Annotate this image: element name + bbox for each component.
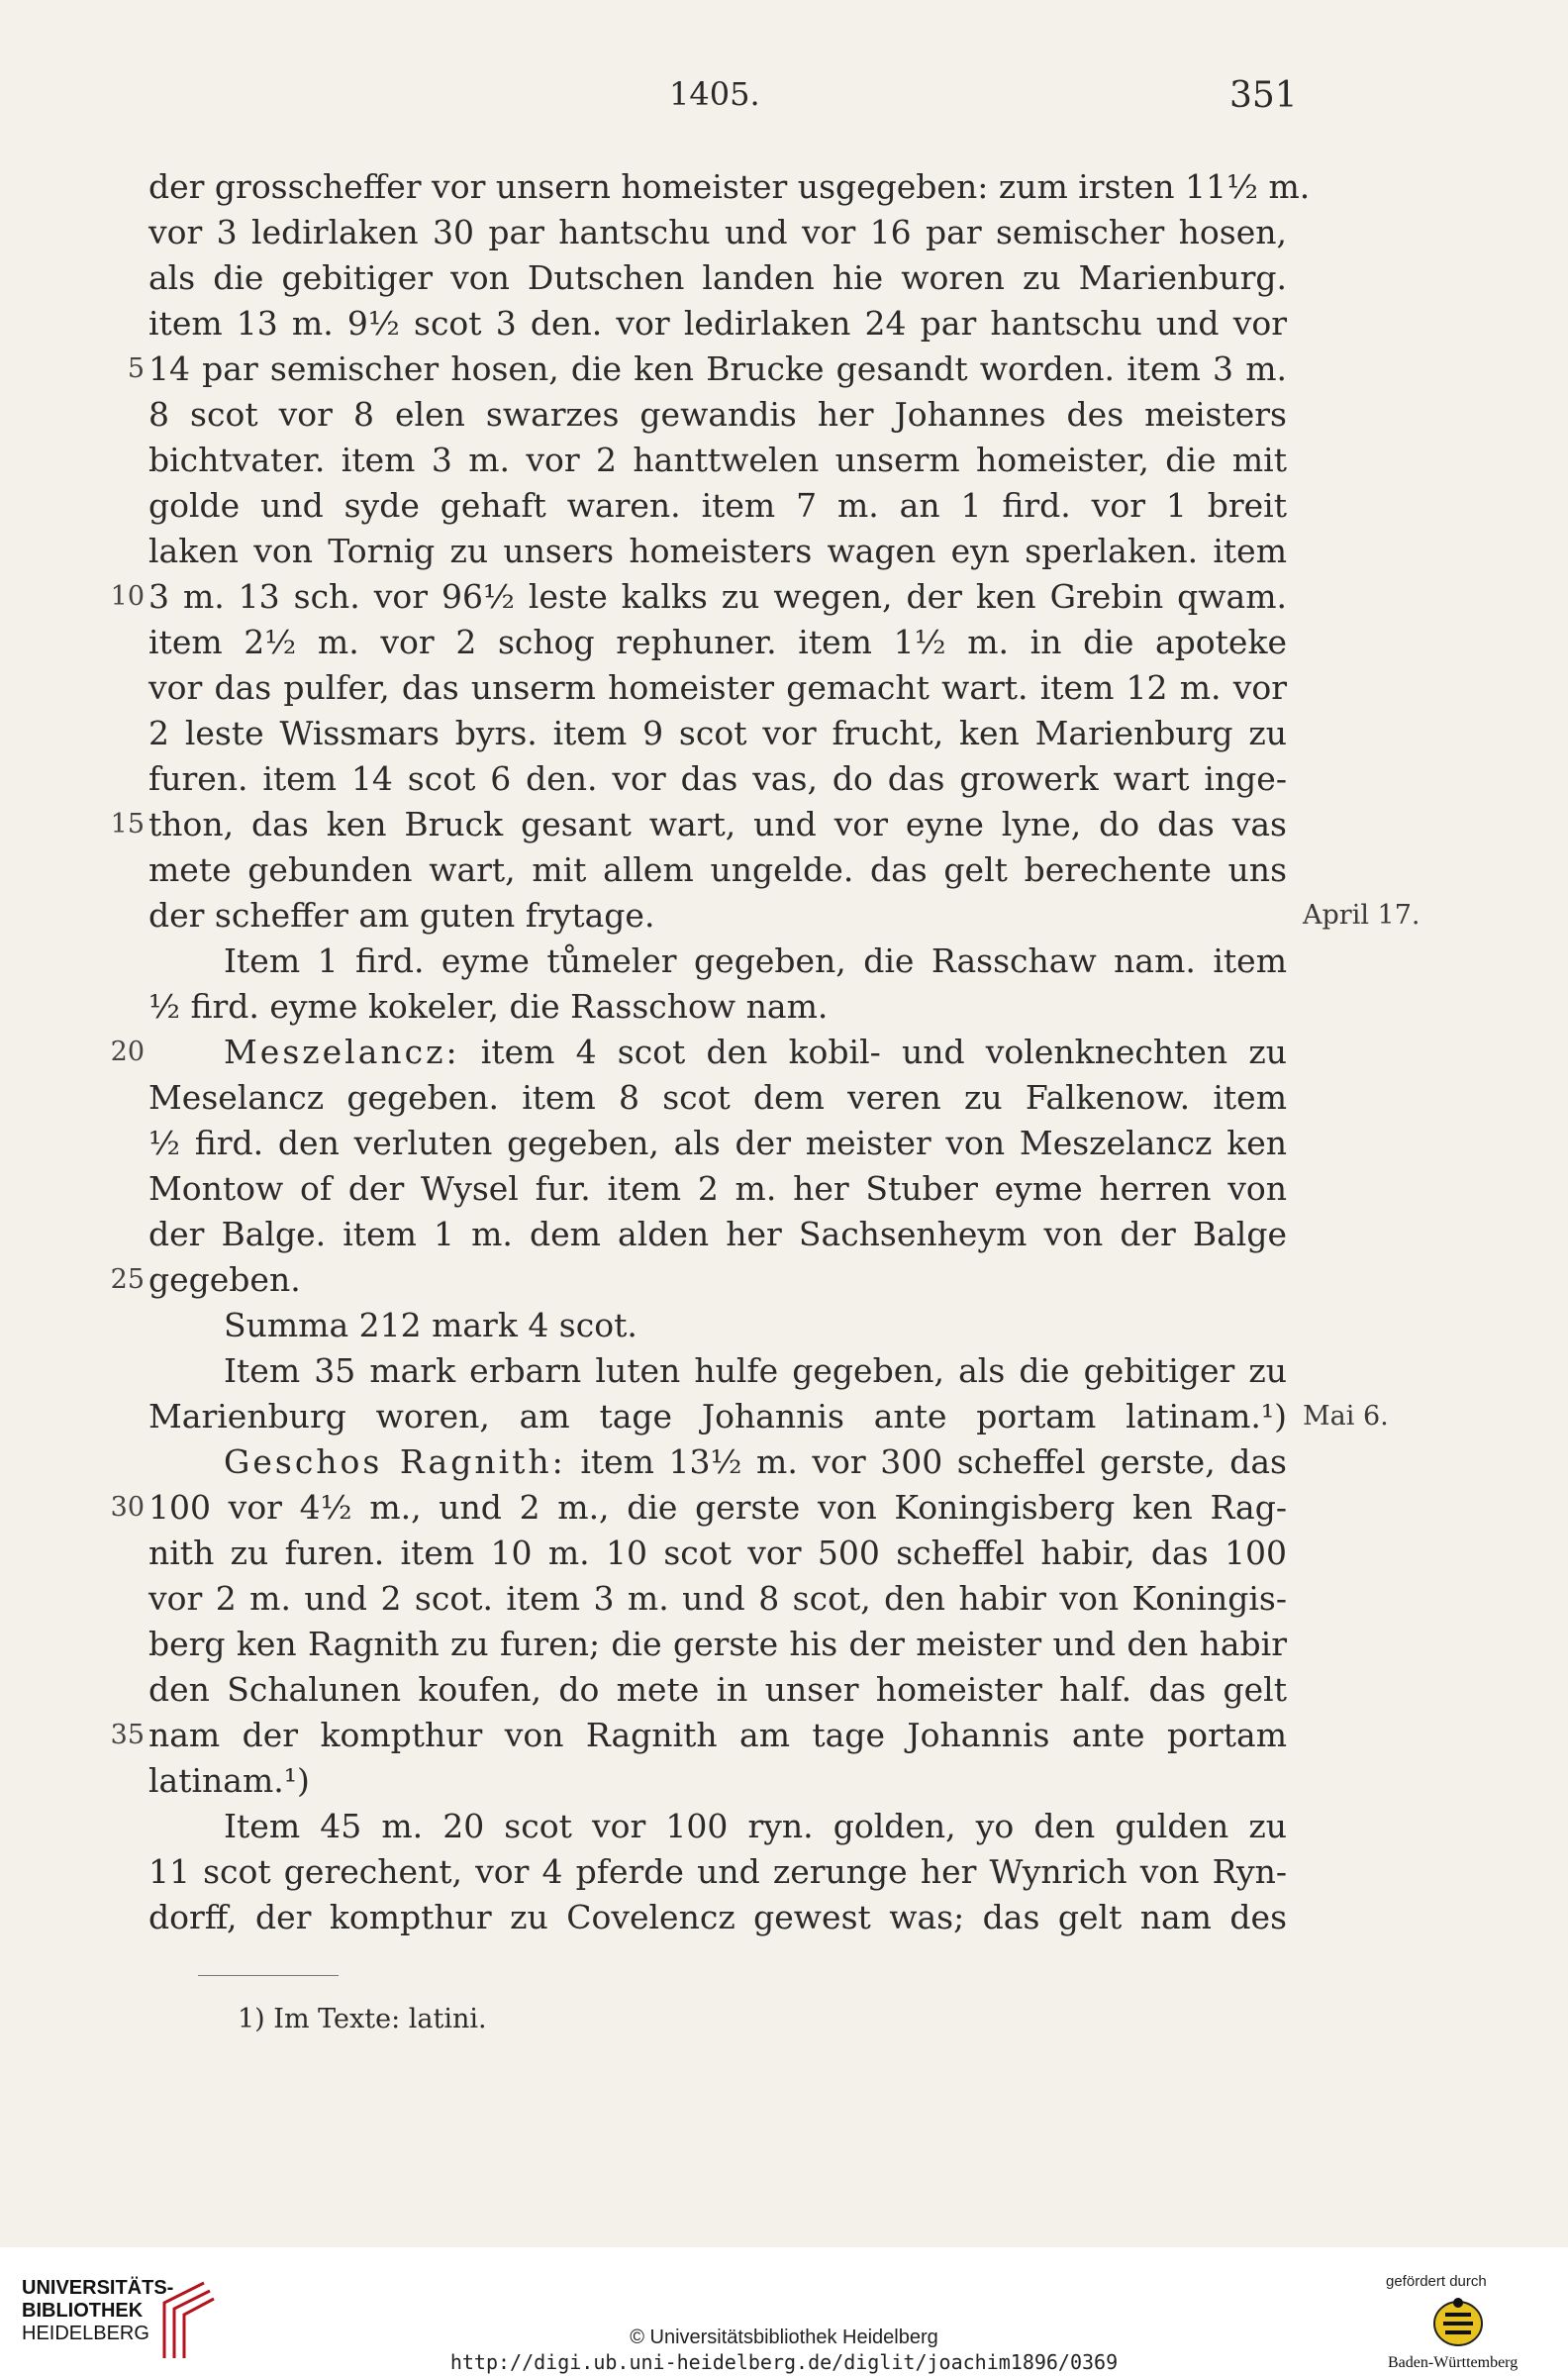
library-name-line3: HEIDELBERG [22, 2323, 149, 2344]
line-text: furen. item 14 scot 6 den. vor das vas, do das growerk wart inge- [148, 759, 1287, 798]
text-line [148, 847, 1287, 893]
text-line [110, 1713, 1287, 1758]
text-line [148, 984, 1287, 1030]
line-text: item 13 m. 9½ scot 3 den. vor ledirlaken 24 par hantschu und vor [148, 304, 1287, 343]
text-line [148, 1439, 1287, 1485]
coat-of-arms-icon [1431, 2297, 1485, 2348]
text-line [148, 1804, 1287, 1849]
page-number: 351 [1229, 75, 1298, 116]
line-text: gegeben. [148, 1260, 301, 1299]
footnote-rule [198, 1975, 339, 1976]
text-line [110, 1485, 1287, 1531]
funded-by-label: gefördert durch [1386, 2273, 1487, 2290]
line-text: vor 2 m. und 2 scot. item 3 m. und 8 scot, den habir von Koningis- [148, 1579, 1287, 1618]
line-number: 25 [110, 1264, 145, 1295]
line-text: Montow of der Wysel fur. item 2 m. her Stuber eyme herren von [148, 1169, 1287, 1208]
line-text: 14 par semischer hosen, die ken Brucke gesandt worden. item 3 m. [148, 349, 1287, 388]
line-text: golde und syde gehaft waren. item 7 m. an 1 fird. vor 1 breit [148, 486, 1287, 525]
line-text: ½ fird. eyme kokeler, die Rasschow nam. [148, 987, 829, 1026]
text-line [148, 1348, 1287, 1394]
text-line [148, 1212, 1287, 1257]
line-text-rest: item 13½ m. vor 300 scheffel gerste, das [565, 1442, 1287, 1481]
line-text: 2 leste Wissmars byrs. item 9 scot vor frucht, ken Marienburg zu [148, 714, 1287, 752]
text-line [110, 574, 1287, 620]
line-number: 35 [110, 1720, 145, 1750]
text-line [148, 1758, 1287, 1804]
line-number: 20 [110, 1037, 145, 1067]
line-text: Item 45 m. 20 scot vor 100 ryn. golden, yo den gulden zu [224, 1807, 1287, 1845]
text-line [148, 1576, 1287, 1622]
text-line [148, 438, 1287, 483]
permalink-url[interactable]: http://digi.ub.uni-heidelberg.de/diglit/joachim1896/0369 [449, 2350, 1119, 2374]
text-line [148, 1895, 1287, 1940]
text-line [148, 1394, 1389, 1439]
text-line [148, 1849, 1287, 1895]
line-text: nam der kompthur von Ragnith am tage Johannis ante portam [148, 1716, 1287, 1754]
line-text: ½ fird. den verluten gegeben, als der meister von Meszelancz ken [148, 1124, 1287, 1162]
line-text: dorff, der kompthur zu Covelencz gewest was; das gelt nam des [148, 1898, 1287, 1936]
line-text: vor das pulfer, das unserm homeister gemacht wart. item 12 m. vor [148, 668, 1287, 707]
header-year: 1405. [669, 75, 760, 113]
line-text: berg ken Ragnith zu furen; die gerste his der meister und den habir [148, 1625, 1287, 1663]
text-line [148, 1667, 1287, 1713]
text-line [148, 1075, 1287, 1121]
line-number: 10 [110, 581, 145, 612]
line-text: 11 scot gerechent, vor 4 pferde und zerunge her Wynrich von Ryn- [148, 1852, 1287, 1891]
line-text: Item 35 mark erbarn luten hulfe gegeben, als die gebitiger zu [224, 1351, 1287, 1390]
line-text: der Balge. item 1 m. dem alden her Sachsenheym von der Balge [148, 1215, 1287, 1253]
line-text: laken von Tornig zu unsers homeisters wagen eyn sperlaken. item [148, 532, 1287, 570]
text-line [148, 756, 1287, 802]
text-line [148, 301, 1287, 346]
line-text: bichtvater. item 3 m. vor 2 hanttwelen unserm homeister, die mit [148, 441, 1287, 479]
text-line [148, 1622, 1287, 1667]
text-line [148, 483, 1287, 529]
line-text: 8 scot vor 8 elen swarzes gewandis her Johannes des meisters [148, 395, 1287, 434]
line-number: 5 [127, 353, 145, 384]
library-name-line1: UNIVERSITÄTS- [22, 2277, 174, 2299]
margin-date-note: April 17. [1303, 900, 1421, 931]
text-line [148, 665, 1287, 711]
line-text: der scheffer am guten frytage. [148, 896, 655, 935]
footer-bar [0, 2247, 1568, 2376]
running-head [0, 75, 1568, 115]
line-text: der grosscheffer vor unsern homeister usgegeben: zum irsten 11½ m. [148, 167, 1311, 206]
text-line [127, 346, 1287, 392]
text-line [148, 210, 1287, 255]
text-line [148, 620, 1287, 665]
margin-date-note: Mai 6. [1303, 1401, 1389, 1432]
line-text: latinam.¹) [148, 1761, 310, 1800]
text-line [110, 802, 1287, 847]
line-text: vor 3 ledirlaken 30 par hantschu und vor 16 par semischer hosen, [148, 213, 1287, 251]
line-text: Summa 212 mark 4 scot. [224, 1306, 637, 1344]
text-line [110, 1257, 1287, 1303]
text-line [148, 1166, 1287, 1212]
line-text: Item 1 fird. eyme tůmeler gegeben, die Rasschaw nam. item [224, 941, 1287, 980]
line-text: nith zu furen. item 10 m. 10 scot vor 500 scheffel habir, das 100 [148, 1534, 1287, 1572]
line-text: 100 vor 4½ m., und 2 m., die gerste von Koningisberg ken Rag- [148, 1488, 1287, 1527]
line-text: den Schalunen koufen, do mete in unser homeister half. das gelt [148, 1670, 1287, 1709]
line-text: thon, das ken Bruck gesant wart, und vor eyne lyne, do das vas [148, 805, 1287, 843]
line-text: item 2½ m. vor 2 schog rephuner. item 1½ m. in die apoteke [148, 623, 1287, 661]
spaced-heading: Geschos Ragnith: [224, 1442, 566, 1481]
spaced-heading: Meszelancz: [224, 1033, 460, 1071]
line-text [224, 1439, 1287, 1485]
line-text: 3 m. 13 sch. vor 96½ leste kalks zu wegen, der ken Grebin qwam. [148, 577, 1287, 616]
body-text [110, 164, 1421, 1940]
line-text: als die gebitiger von Dutschen landen hie woren zu Marienburg. [148, 258, 1287, 297]
line-text [224, 1030, 1287, 1075]
line-text: Marienburg woren, am tage Johannis ante portam latinam.¹) [148, 1397, 1287, 1436]
text-line [148, 893, 1421, 939]
text-line [148, 255, 1287, 301]
copyright-notice: © Universitätsbibliothek Heidelberg [630, 2326, 938, 2348]
library-name-line2: BIBLIOTHEK [22, 2300, 144, 2322]
footnote: 1) Im Texte: latini. [238, 2004, 487, 2034]
text-line [110, 1030, 1287, 1075]
text-line [148, 529, 1287, 574]
line-text: Meselancz gegeben. item 8 scot dem veren zu Falkenow. item [148, 1078, 1287, 1117]
text-line [148, 1303, 1287, 1348]
line-text: mete gebunden wart, mit allem ungelde. das gelt berechente uns [148, 850, 1287, 889]
line-number: 15 [110, 809, 145, 840]
funder-name: Baden-Württemberg [1388, 2354, 1519, 2371]
text-line [148, 939, 1287, 984]
text-line [148, 392, 1287, 438]
line-number: 30 [110, 1492, 145, 1523]
text-line [148, 1121, 1287, 1166]
text-line [148, 164, 1311, 210]
line-text-rest: item 4 scot den kobil- und volenknechten zu [459, 1033, 1287, 1071]
text-line [148, 1531, 1287, 1576]
text-line [148, 711, 1287, 756]
